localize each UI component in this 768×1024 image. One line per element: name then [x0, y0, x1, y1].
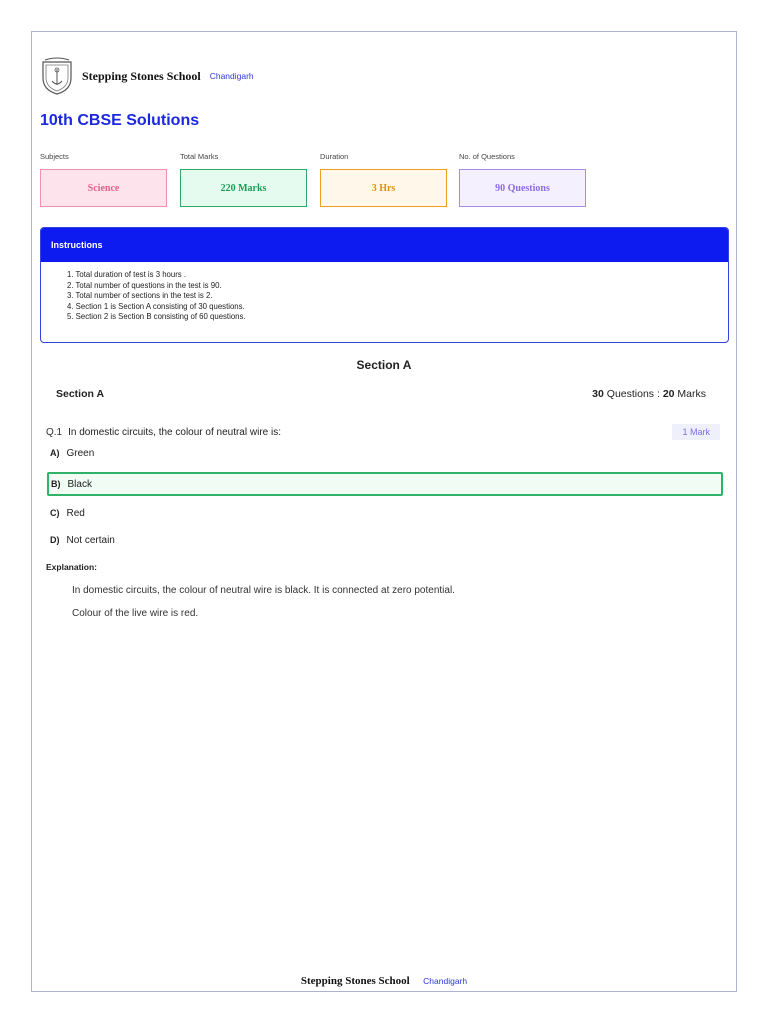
- option-text: Green: [66, 447, 95, 459]
- stat-value: 220 Marks: [180, 169, 307, 207]
- instructions-panel: [40, 227, 729, 343]
- option-a[interactable]: [47, 442, 723, 464]
- question-text: In domestic circuits, the colour of neutral wire is:: [68, 426, 281, 438]
- stat-duration: [320, 153, 447, 207]
- section-questions-text: Questions :: [603, 388, 663, 400]
- section-title: Section A: [356, 358, 412, 372]
- section-header-row: [56, 388, 706, 402]
- section-question-count: 30: [592, 388, 604, 400]
- stat-label: Duration: [320, 152, 349, 161]
- stat-label: No. of Questions: [459, 152, 515, 161]
- stat-value: 3 Hrs: [320, 169, 447, 207]
- option-letter: B): [51, 479, 61, 489]
- option-d[interactable]: [47, 529, 723, 551]
- question-number: Q.1: [46, 426, 63, 438]
- mark-badge: 1 Mark: [672, 424, 720, 440]
- instruction-item: 4. Section 1 is Section A consisting of 30 questions.: [67, 301, 245, 311]
- stat-subjects: [40, 153, 167, 207]
- footer-school-city: Chandigarh: [423, 976, 468, 986]
- section-meta: [592, 388, 706, 402]
- option-b-correct[interactable]: [47, 472, 723, 496]
- stat-no-of-questions: [459, 153, 586, 207]
- stat-value: 90 Questions: [459, 169, 586, 207]
- option-text: Red: [66, 507, 85, 519]
- page-title: 10th CBSE Solutions: [40, 112, 200, 129]
- instructions-list: [41, 262, 728, 323]
- stat-value: Science: [40, 169, 167, 207]
- option-letter: A): [50, 448, 60, 458]
- footer-school-name: Stepping Stones School: [300, 975, 410, 987]
- option-letter: C): [50, 508, 60, 518]
- school-name: Stepping Stones School: [82, 68, 201, 83]
- instruction-item: 1. Total duration of test is 3 hours .: [67, 270, 187, 279]
- section-marks-count: 20: [662, 388, 675, 400]
- stat-label: Total Marks: [180, 152, 219, 161]
- instructions-heading: Instructions: [41, 228, 728, 262]
- school-header: [40, 56, 254, 96]
- option-text: Not certain: [66, 534, 115, 546]
- test-stats: [40, 153, 600, 213]
- option-text: Black: [67, 478, 92, 490]
- instruction-item: 2. Total number of questions in the test is 90.: [67, 280, 222, 290]
- question-row: [46, 424, 720, 440]
- explanation-line: Colour of the live wire is red.: [72, 608, 199, 619]
- page-footer: [32, 971, 736, 989]
- instruction-item: 3. Total number of sections in the test is 2.: [67, 291, 213, 300]
- section-marks-text: Marks: [674, 388, 706, 400]
- option-letter: D): [50, 535, 60, 545]
- instruction-item: 5. Section 2 is Section B consisting of 60 questions.: [67, 312, 246, 321]
- stat-label: Subjects: [40, 152, 69, 161]
- section-label: Section A: [56, 388, 105, 400]
- explanation-line: In domestic circuits, the colour of neutral wire is black. It is connected at zero potential.: [72, 585, 455, 596]
- question-paper-page: [31, 31, 737, 992]
- explanation-heading: Explanation:: [46, 562, 98, 572]
- option-c[interactable]: [47, 502, 723, 524]
- school-crest-icon: [40, 56, 74, 96]
- question-stem: [46, 427, 281, 438]
- school-city: Chandigarh: [209, 71, 254, 81]
- stat-total-marks: [180, 153, 307, 207]
